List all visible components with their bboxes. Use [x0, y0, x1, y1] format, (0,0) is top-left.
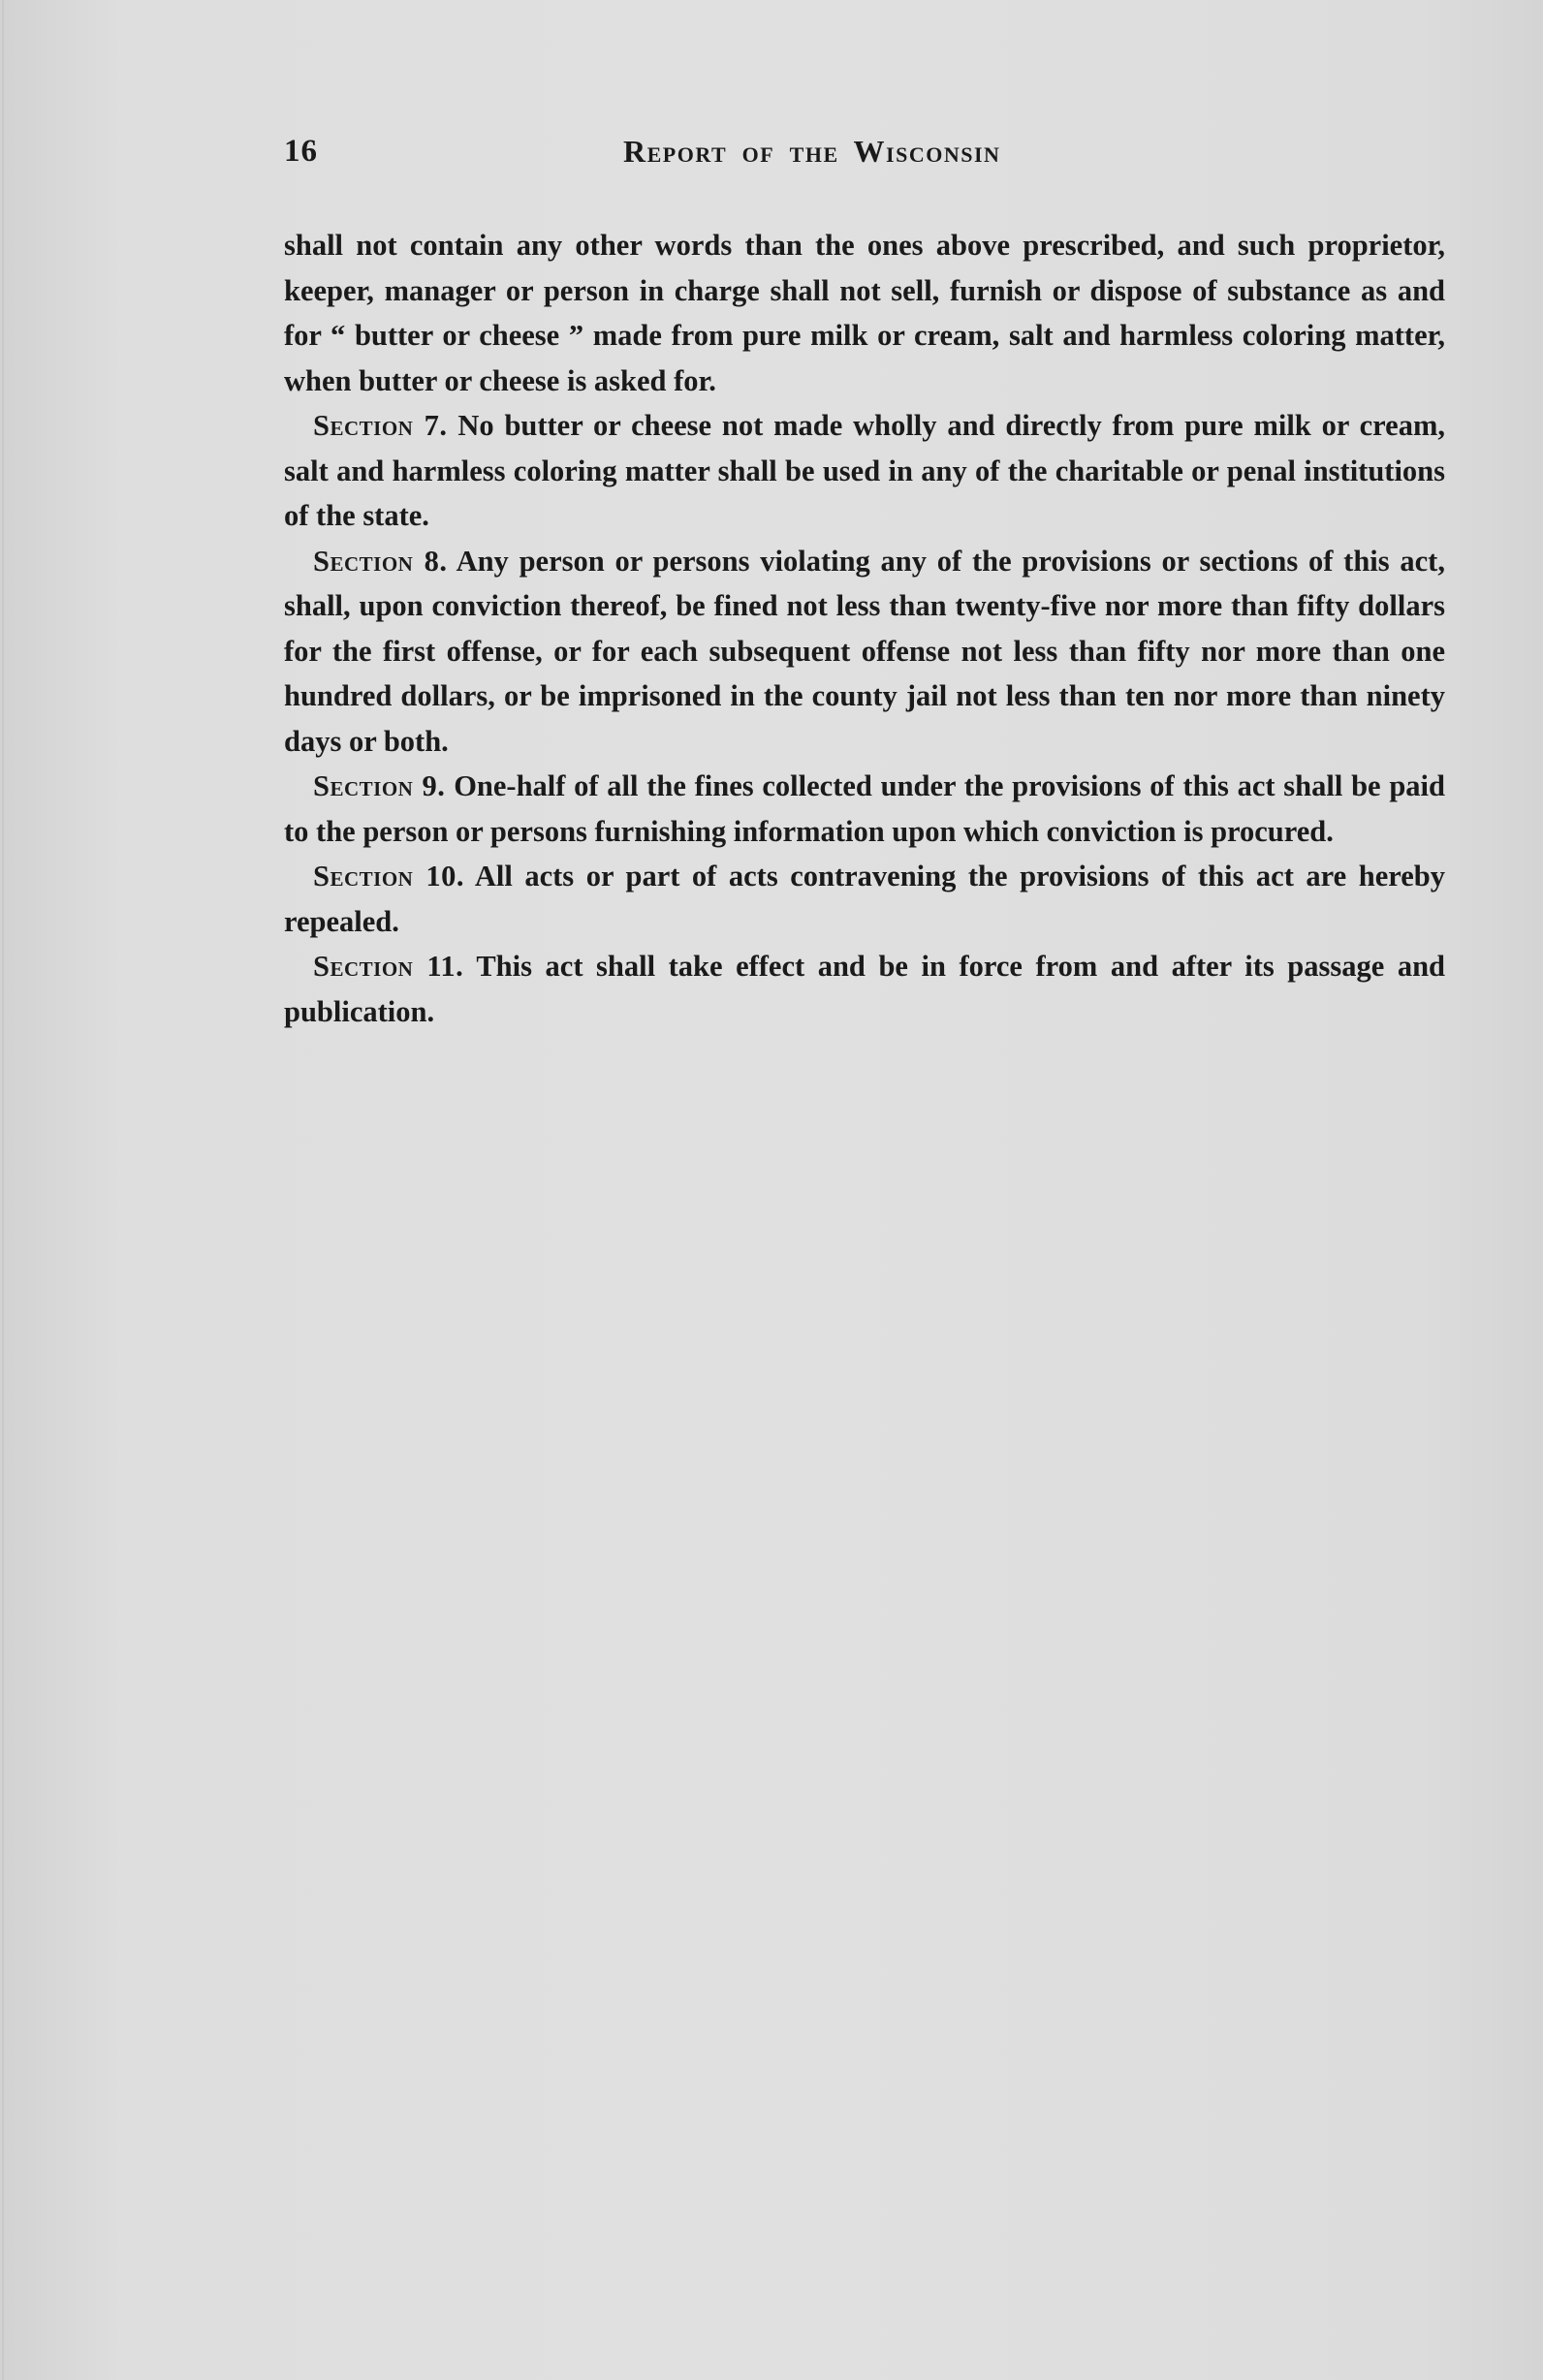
paragraph-text: All acts or part of acts contravening the provisions of this act are hereby repealed. [284, 860, 1445, 938]
section-label: Section 8. [313, 544, 448, 578]
paragraph-text: shall not contain any other words than the ones above prescribed, and such proprietor, keeper, manager or person in charge shall not sell, furnish or dispose of substance as and for “ butter or cheese ” made from pure milk or cream, salt and harmless coloring matter, when butter or cheese is asked for. [284, 229, 1445, 397]
page-edge [2, 0, 4, 2380]
section-11-paragraph [284, 944, 1445, 1034]
section-10-paragraph [284, 854, 1445, 944]
section-7-paragraph [284, 403, 1445, 539]
section-label: Section 11. [313, 950, 464, 983]
paragraph-text: One-half of all the fines collected under the provisions of this act shall be paid to the person or persons furnishing information upon which conviction is procured. [284, 769, 1445, 848]
paragraph-text: Any person or persons violating any of the provisions or sections of this act, shall, upon conviction thereof, be fined not less than twenty-five nor more than fifty dollars for the first offense, or for each subsequent offense not less than fifty nor more than one hundred dollars, or be imprisoned in the county jail not less than ten nor more than ninety days or both. [284, 544, 1445, 758]
body-text [284, 223, 1445, 1034]
section-9-paragraph [284, 764, 1445, 854]
paragraph-continuation [284, 223, 1445, 403]
running-head: Report of the Wisconsin [623, 134, 1001, 169]
page-number: 16 [284, 134, 318, 169]
paragraph-text: No butter or cheese not made wholly and directly from pure milk or cream, salt and harmless coloring matter shall be used in any of the charitable or penal institutions of the state. [284, 409, 1445, 532]
section-label: Section 9. [313, 769, 446, 802]
section-label: Section 10. [313, 860, 464, 892]
page-header [284, 134, 1447, 172]
paragraph-text: This act shall take effect and be in force from and after its passage and publication. [284, 950, 1445, 1028]
section-label: Section 7. [313, 409, 448, 442]
section-8-paragraph [284, 539, 1445, 765]
